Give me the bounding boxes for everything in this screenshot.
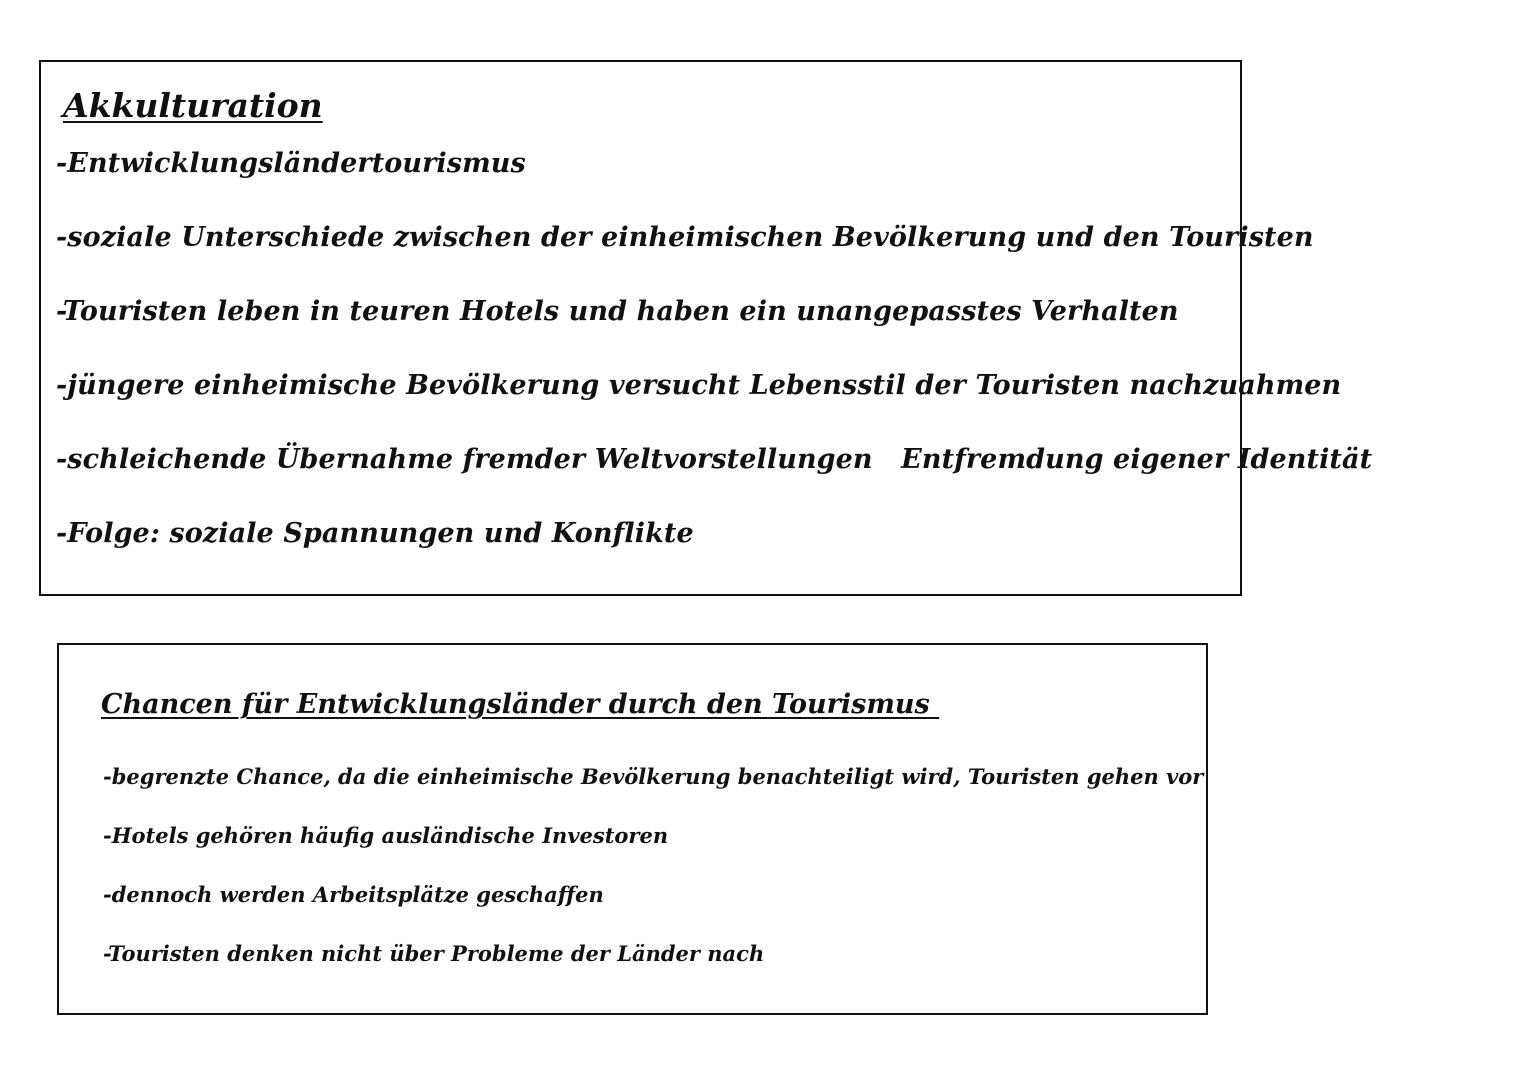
chancen-title: Chancen für Entwicklungsländer durch den Tourismus [101,689,940,720]
akkulturation-box [39,60,1373,596]
akkulturation-item: -Entwicklungsländertourismus [56,148,526,179]
akkulturation-item: -soziale Unterschiede zwischen der einheimischen Bevölkerung und den Touristen [56,222,1314,253]
akkulturation-item: -schleichende Übernahme fremder Weltvorstellungen Entfremdung eigener Identität [56,444,1373,475]
akkulturation-item: -Touristen leben in teuren Hotels und haben ein unangepasstes Verhalten [56,296,1179,327]
chancen-item: -begrenzte Chance, da die einheimische Bevölkerung benachteiligt wird, Touristen gehen vor [103,764,1204,789]
chancen-item: -dennoch werden Arbeitsplätze geschaffen [103,882,604,907]
chancen-box [57,643,1208,1015]
akkulturation-item: -jüngere einheimische Bevölkerung versucht Lebensstil der Touristen nachzuahmen [56,370,1342,401]
akkulturation-title: Akkulturation [63,86,323,125]
chancen-item: -Hotels gehören häufig ausländische Investoren [103,823,669,848]
chancen-item: -Touristen denken nicht über Probleme der Länder nach [103,941,765,966]
akkulturation-item: -Folge: soziale Spannungen und Konflikte [56,518,694,549]
